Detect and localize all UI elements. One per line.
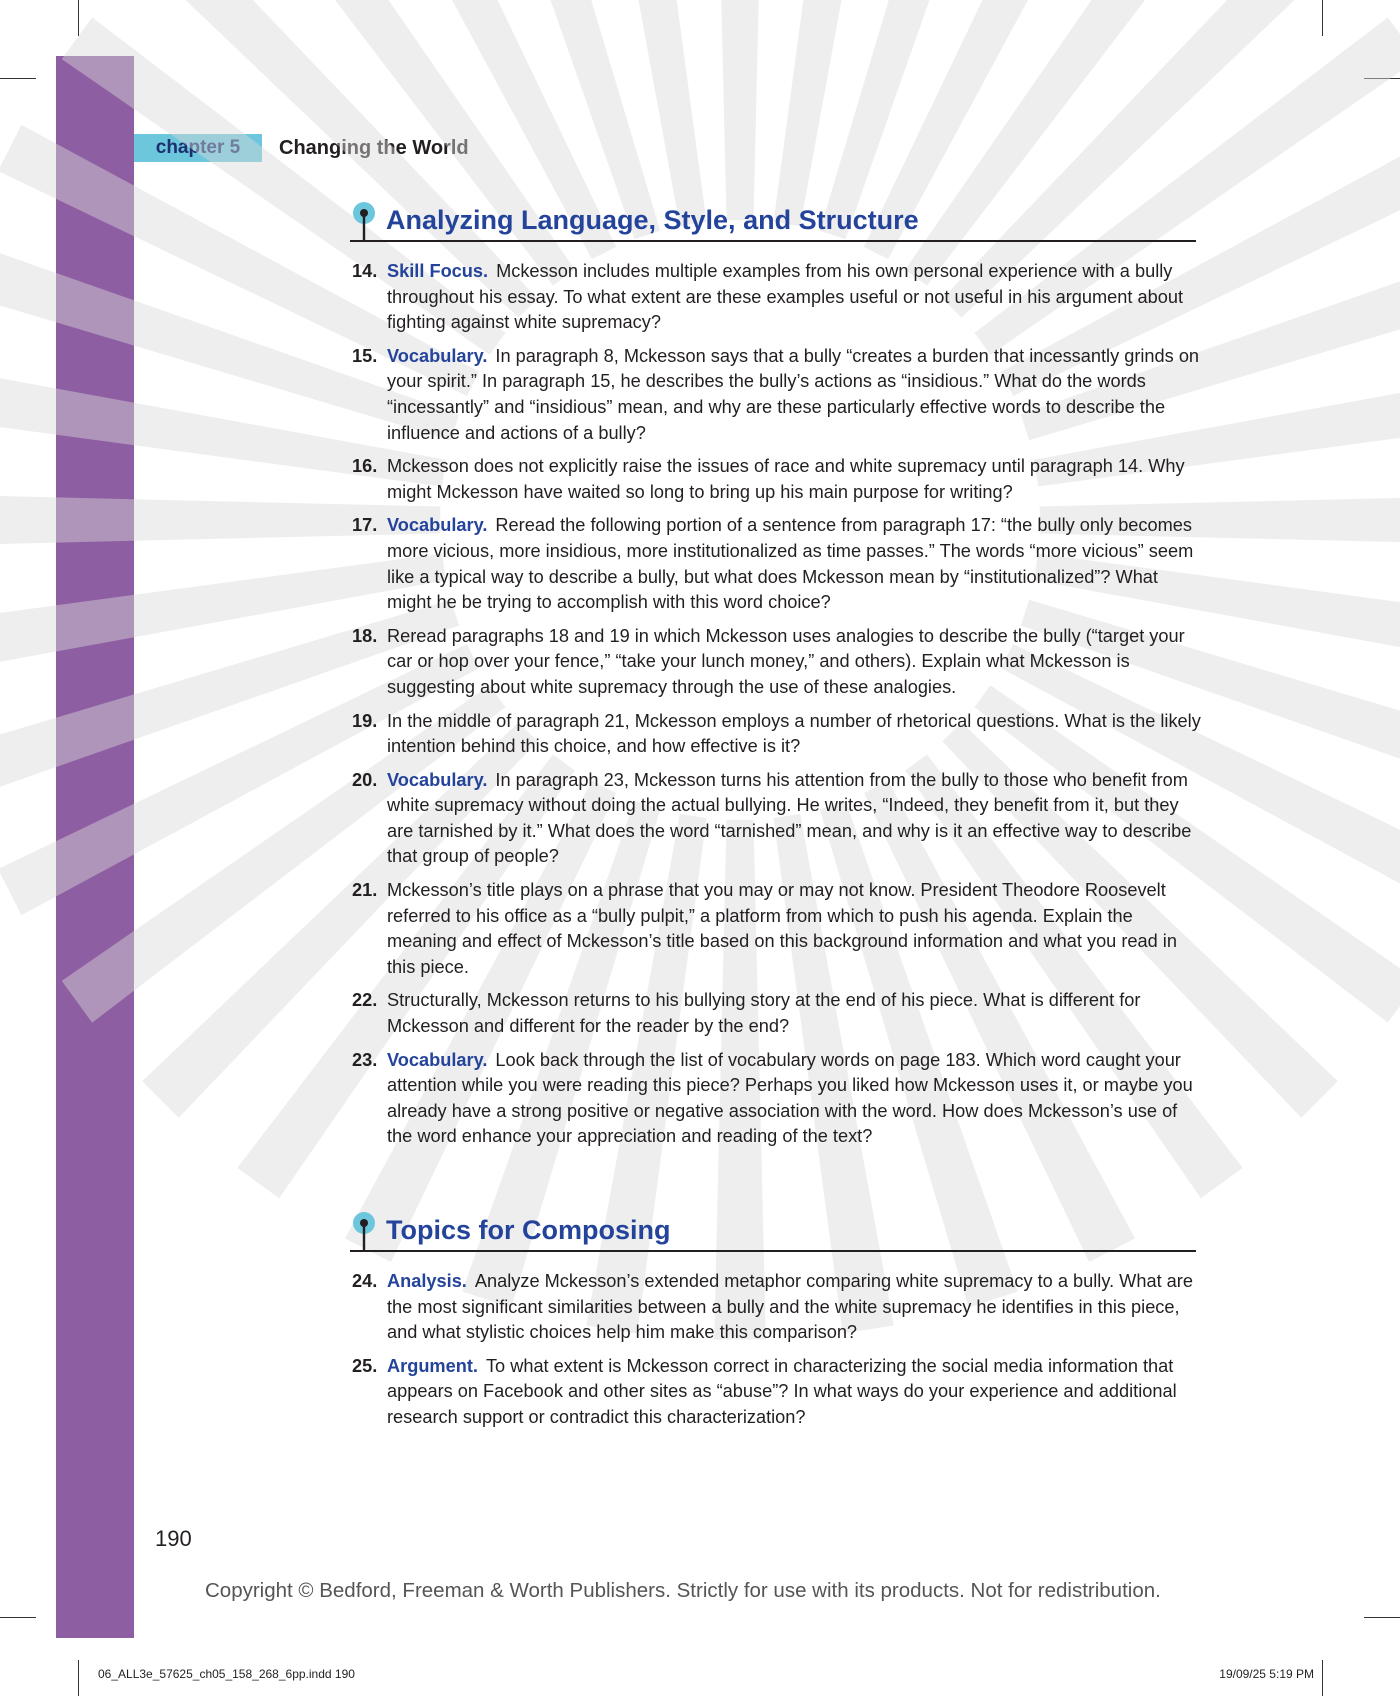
question-number: 17. bbox=[352, 515, 378, 536]
question-number: 25. bbox=[352, 1355, 378, 1376]
question-number: 21. bbox=[352, 880, 378, 901]
question-number: 22. bbox=[352, 990, 378, 1011]
crop-mark bbox=[1364, 78, 1400, 79]
chapter-title: Changing the World bbox=[279, 137, 469, 159]
question-text: In paragraph 23, Mckesson turns his attention from the bully to those who benefit from white supremacy without doing the actual bullying. He writes, “Indeed, they benefit from it, but they are tarnished by it.” What does the word “tarnished” mean, and why is it an effective way to describe that group of people? bbox=[387, 769, 1192, 867]
section-title: Topics for Composing bbox=[386, 1215, 671, 1245]
crop-mark bbox=[0, 1617, 36, 1618]
question-text: To what extent is Mckesson correct in characterizing the social media information that appears on Facebook and other sites as “abuse”? In what ways do your experience and additional research support or contradict this characterization? bbox=[387, 1355, 1177, 1427]
question-text: Analyze Mckesson’s extended metaphor comparing white supremacy to a bully. What are the most significant similarities between a bully and the white supremacy he identifies in this piece, and what stylistic choices help him make this comparison? bbox=[387, 1271, 1193, 1343]
question-number: 24. bbox=[352, 1271, 378, 1291]
question-text: In paragraph 8, Mckesson says that a bully “creates a burden that incessantly grinds on your spirit.” In paragraph 15, he describes the bully’s actions as “insidious.” What do the words “incessantly” and “insidious” mean, and why are these particularly effective words to describe the influence and actions of a bully? bbox=[387, 345, 1200, 443]
question-label: Analysis. bbox=[387, 1271, 467, 1291]
question-number: 19. bbox=[352, 710, 378, 731]
watermark-ray bbox=[586, 0, 706, 226]
question-number: 15. bbox=[352, 345, 378, 366]
print-slug-date: 19/09/25 5:19 PM bbox=[1219, 1667, 1314, 1681]
question-text: Mckesson’s title plays on a phrase that you may or may not know. President Theodore Roosevelt referred to his office as a “bully pulpit,” a platform from which to push his agenda. Explain the meaning and effect of Mckesson’s title based on this background information and what you read in this piece. bbox=[387, 880, 1177, 977]
question-label: Vocabulary. bbox=[387, 1049, 488, 1070]
question-item bbox=[352, 1269, 1202, 1346]
watermark-ray bbox=[905, 0, 1242, 285]
question-text: Structurally, Mckesson returns to his bullying story at the end of his piece. What is different for Mckesson and different for the reader by the end? bbox=[387, 990, 1141, 1037]
chapter-tab: chapter 5 bbox=[134, 134, 262, 162]
question-item bbox=[352, 878, 1202, 980]
crop-mark bbox=[1364, 1617, 1400, 1618]
question-item bbox=[352, 709, 1202, 760]
question-label: Skill Focus. bbox=[387, 261, 489, 281]
page-number: 190 bbox=[155, 1526, 192, 1551]
question-number: 23. bbox=[352, 1049, 378, 1070]
copyright-notice: Copyright © Bedford, Freeman & Worth Publishers. Strictly for use with its products. Not for redistribution. bbox=[205, 1579, 1161, 1602]
question-number: 16. bbox=[352, 456, 378, 477]
section-heading-analyzing bbox=[350, 200, 1196, 242]
section-title: Analyzing Language, Style, and Structure bbox=[386, 205, 919, 235]
question-text: Mckesson includes multiple examples from his own personal experience with a bully throughout his essay. To what extent are these examples useful or not useful in his argument about fighting against white supremacy? bbox=[387, 261, 1184, 333]
question-item bbox=[352, 259, 1202, 336]
crop-mark bbox=[78, 1660, 79, 1696]
question-text: In the middle of paragraph 21, Mckesson employs a number of rhetorical questions. What is the likely intention behind this choice, and how effective is it? bbox=[387, 710, 1201, 757]
question-list-topics bbox=[352, 1269, 1202, 1439]
watermark-ray bbox=[714, 0, 766, 220]
question-number: 20. bbox=[352, 769, 378, 790]
question-item bbox=[352, 1354, 1202, 1431]
crop-mark bbox=[0, 78, 36, 79]
question-item bbox=[352, 513, 1202, 615]
pin-icon bbox=[350, 1212, 378, 1252]
crop-mark bbox=[1322, 1660, 1323, 1696]
question-number: 14. bbox=[352, 261, 378, 281]
crop-mark bbox=[78, 0, 79, 36]
question-text: Reread paragraphs 18 and 19 in which Mckesson uses analogies to describe the bully (“target your car or hop over your fence,” “take your lunch money,” and others). Explain what Mckesson is suggesting about white supremacy through the use of these analogies. bbox=[387, 625, 1185, 697]
pin-icon bbox=[350, 202, 378, 242]
question-list-analyzing bbox=[352, 259, 1202, 1158]
section-heading-topics bbox=[350, 1210, 1196, 1252]
watermark-ray bbox=[774, 0, 894, 226]
question-number: 18. bbox=[352, 625, 378, 646]
chapter-side-bar bbox=[56, 56, 134, 1638]
question-label: Argument. bbox=[387, 1355, 478, 1376]
question-text: Look back through the list of vocabulary words on page 183. Which word caught your attention while you were reading this piece? Perhaps you liked how Mckesson uses it, or maybe you already have a strong positive or negative association with the word. How does Mckesson’s use of the word enhance your appreciation and reading of the text? bbox=[387, 1049, 1193, 1147]
question-item bbox=[352, 454, 1202, 505]
question-item bbox=[352, 988, 1202, 1039]
question-item bbox=[352, 768, 1202, 870]
crop-mark bbox=[1322, 0, 1323, 36]
question-item bbox=[352, 344, 1202, 446]
question-item bbox=[352, 624, 1202, 701]
question-text: Mckesson does not explicitly raise the issues of race and white supremacy until paragraph 14. Why might Mckesson have waited so long to bring up his main purpose for writing? bbox=[387, 456, 1185, 502]
question-label: Vocabulary. bbox=[387, 515, 488, 536]
question-label: Vocabulary. bbox=[387, 769, 488, 790]
question-label: Vocabulary. bbox=[387, 345, 488, 366]
question-text: Reread the following portion of a sentence from paragraph 17: “the bully only becomes more vicious, more insidious, more institutionalized as time passes.” The words “more vicious” seem like a typical way to describe a bully, but what does Mckesson mean by “institutionalized”? What might he be trying to accomplish with this word choice? bbox=[387, 515, 1194, 613]
print-slug-file: 06_ALL3e_57625_ch05_158_268_6pp.indd 190 bbox=[98, 1667, 355, 1681]
question-item bbox=[352, 1048, 1202, 1150]
